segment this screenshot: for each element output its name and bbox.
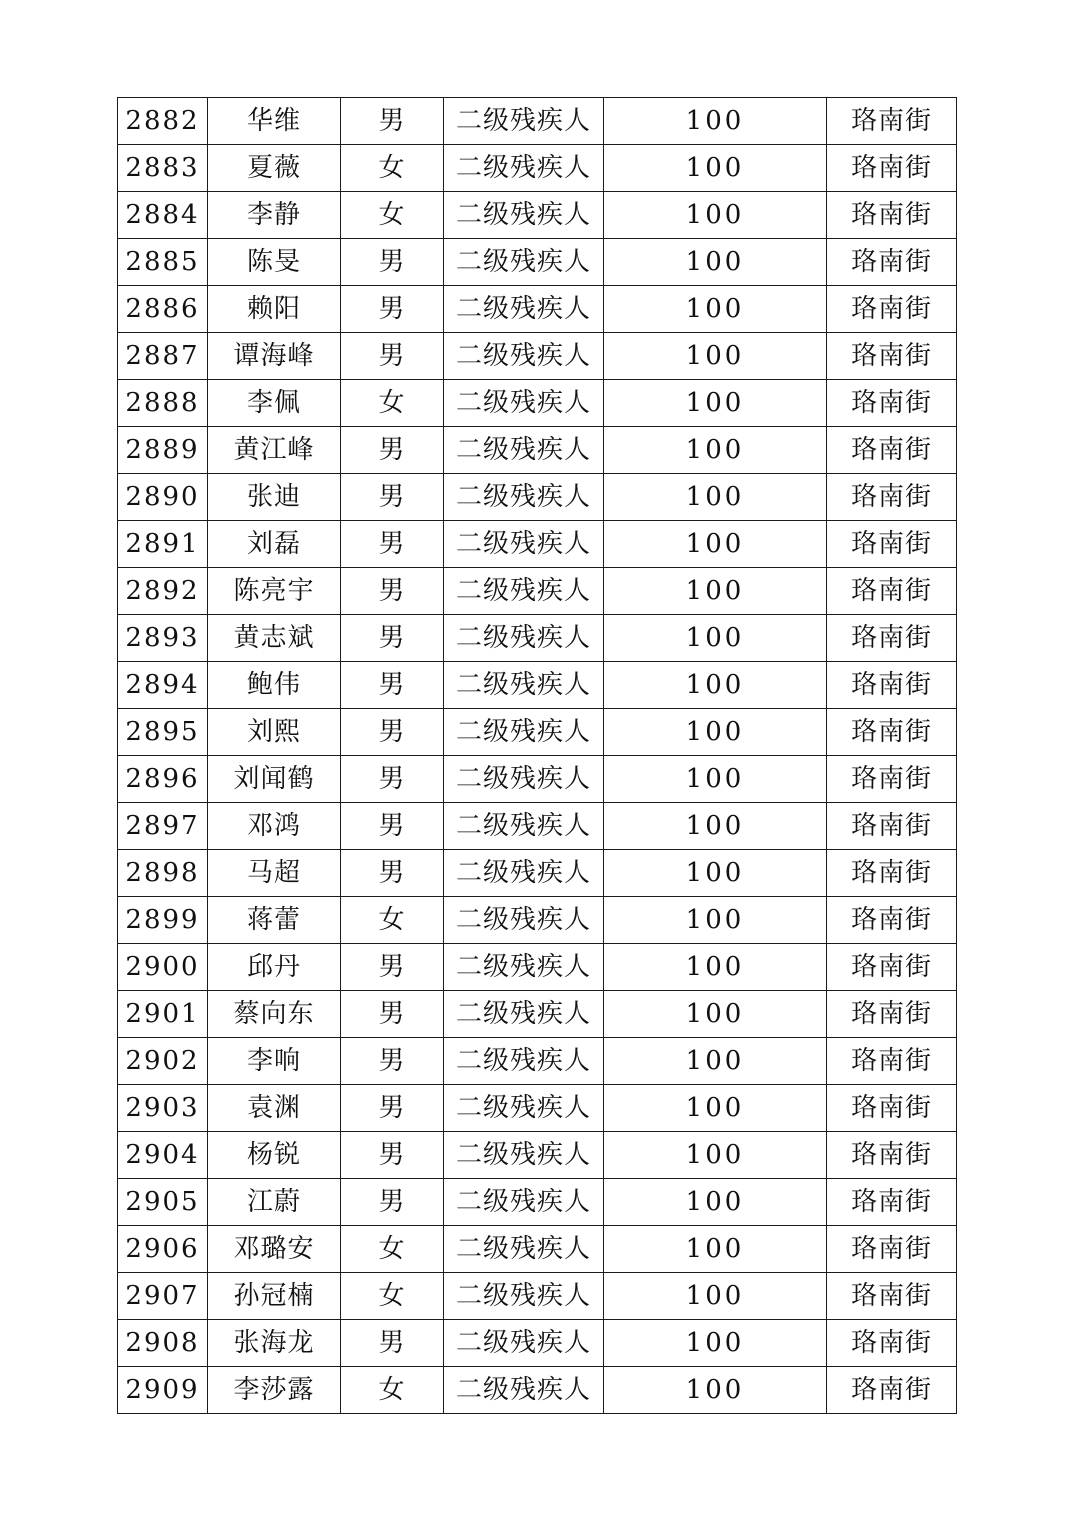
name-cell: 邓鸿: [208, 803, 341, 850]
gender-cell: 男: [341, 944, 444, 991]
gender-cell: 男: [341, 850, 444, 897]
disability-level-cell: 二级残疾人: [444, 145, 604, 192]
street-cell: 珞南街: [827, 1038, 957, 1085]
name-cell: 张迪: [208, 474, 341, 521]
street-cell: 珞南街: [827, 662, 957, 709]
street-cell: 珞南街: [827, 1226, 957, 1273]
row-number-cell: 2899: [118, 897, 208, 944]
name-cell: 李静: [208, 192, 341, 239]
gender-cell: 男: [341, 98, 444, 145]
gender-cell: 女: [341, 1273, 444, 1320]
roster-table: [117, 97, 957, 1414]
disability-level-cell: 二级残疾人: [444, 192, 604, 239]
disability-level-cell: 二级残疾人: [444, 850, 604, 897]
gender-cell: 女: [341, 192, 444, 239]
amount-cell: 100: [604, 568, 827, 615]
name-cell: 张海龙: [208, 1320, 341, 1367]
disability-level-cell: 二级残疾人: [444, 1085, 604, 1132]
name-cell: 李莎露: [208, 1367, 341, 1414]
amount-cell: 100: [604, 803, 827, 850]
name-cell: 杨锐: [208, 1132, 341, 1179]
gender-cell: 男: [341, 1038, 444, 1085]
street-cell: 珞南街: [827, 427, 957, 474]
gender-cell: 男: [341, 474, 444, 521]
name-cell: 鲍伟: [208, 662, 341, 709]
row-number-cell: 2891: [118, 521, 208, 568]
street-cell: 珞南街: [827, 568, 957, 615]
amount-cell: 100: [604, 333, 827, 380]
amount-cell: 100: [604, 145, 827, 192]
amount-cell: 100: [604, 991, 827, 1038]
disability-level-cell: 二级残疾人: [444, 380, 604, 427]
street-cell: 珞南街: [827, 474, 957, 521]
street-cell: 珞南街: [827, 615, 957, 662]
table-row: [118, 756, 957, 803]
row-number-cell: 2902: [118, 1038, 208, 1085]
disability-level-cell: 二级残疾人: [444, 1367, 604, 1414]
street-cell: 珞南街: [827, 286, 957, 333]
disability-level-cell: 二级残疾人: [444, 1038, 604, 1085]
name-cell: 李佩: [208, 380, 341, 427]
amount-cell: 100: [604, 427, 827, 474]
street-cell: 珞南街: [827, 521, 957, 568]
table-row: [118, 1085, 957, 1132]
table-row: [118, 709, 957, 756]
table-row: [118, 145, 957, 192]
table-row: [118, 192, 957, 239]
amount-cell: 100: [604, 1038, 827, 1085]
gender-cell: 男: [341, 1085, 444, 1132]
amount-cell: 100: [604, 1226, 827, 1273]
disability-level-cell: 二级残疾人: [444, 756, 604, 803]
name-cell: 陈亮宇: [208, 568, 341, 615]
name-cell: 蔡向东: [208, 991, 341, 1038]
table-row: [118, 239, 957, 286]
street-cell: 珞南街: [827, 98, 957, 145]
street-cell: 珞南街: [827, 803, 957, 850]
gender-cell: 女: [341, 897, 444, 944]
disability-level-cell: 二级残疾人: [444, 568, 604, 615]
disability-level-cell: 二级残疾人: [444, 1132, 604, 1179]
row-number-cell: 2890: [118, 474, 208, 521]
table-row: [118, 286, 957, 333]
amount-cell: 100: [604, 474, 827, 521]
table-row: [118, 850, 957, 897]
amount-cell: 100: [604, 1367, 827, 1414]
street-cell: 珞南街: [827, 239, 957, 286]
disability-level-cell: 二级残疾人: [444, 709, 604, 756]
gender-cell: 男: [341, 803, 444, 850]
row-number-cell: 2903: [118, 1085, 208, 1132]
gender-cell: 男: [341, 756, 444, 803]
disability-level-cell: 二级残疾人: [444, 803, 604, 850]
row-number-cell: 2908: [118, 1320, 208, 1367]
table-row: [118, 1320, 957, 1367]
gender-cell: 男: [341, 286, 444, 333]
amount-cell: 100: [604, 1320, 827, 1367]
name-cell: 黄江峰: [208, 427, 341, 474]
row-number-cell: 2883: [118, 145, 208, 192]
name-cell: 陈旻: [208, 239, 341, 286]
disability-level-cell: 二级残疾人: [444, 1226, 604, 1273]
disability-level-cell: 二级残疾人: [444, 897, 604, 944]
amount-cell: 100: [604, 756, 827, 803]
row-number-cell: 2886: [118, 286, 208, 333]
amount-cell: 100: [604, 850, 827, 897]
gender-cell: 男: [341, 662, 444, 709]
table-row: [118, 615, 957, 662]
street-cell: 珞南街: [827, 333, 957, 380]
row-number-cell: 2884: [118, 192, 208, 239]
table-row: [118, 1367, 957, 1414]
amount-cell: 100: [604, 1132, 827, 1179]
street-cell: 珞南街: [827, 944, 957, 991]
name-cell: 邓璐安: [208, 1226, 341, 1273]
disability-level-cell: 二级残疾人: [444, 521, 604, 568]
table-row: [118, 380, 957, 427]
disability-level-cell: 二级残疾人: [444, 662, 604, 709]
name-cell: 蒋蕾: [208, 897, 341, 944]
row-number-cell: 2909: [118, 1367, 208, 1414]
gender-cell: 男: [341, 427, 444, 474]
table-row: [118, 333, 957, 380]
street-cell: 珞南街: [827, 1085, 957, 1132]
row-number-cell: 2898: [118, 850, 208, 897]
table-row: [118, 568, 957, 615]
name-cell: 刘熙: [208, 709, 341, 756]
gender-cell: 男: [341, 991, 444, 1038]
table-row: [118, 991, 957, 1038]
gender-cell: 男: [341, 1179, 444, 1226]
gender-cell: 男: [341, 615, 444, 662]
name-cell: 江蔚: [208, 1179, 341, 1226]
street-cell: 珞南街: [827, 1179, 957, 1226]
street-cell: 珞南街: [827, 756, 957, 803]
row-number-cell: 2897: [118, 803, 208, 850]
name-cell: 刘闻鹤: [208, 756, 341, 803]
disability-level-cell: 二级残疾人: [444, 333, 604, 380]
row-number-cell: 2889: [118, 427, 208, 474]
gender-cell: 男: [341, 568, 444, 615]
street-cell: 珞南街: [827, 709, 957, 756]
row-number-cell: 2888: [118, 380, 208, 427]
row-number-cell: 2905: [118, 1179, 208, 1226]
table-row: [118, 474, 957, 521]
street-cell: 珞南街: [827, 1367, 957, 1414]
table-row: [118, 1179, 957, 1226]
table-row: [118, 803, 957, 850]
table-row: [118, 1132, 957, 1179]
row-number-cell: 2893: [118, 615, 208, 662]
street-cell: 珞南街: [827, 380, 957, 427]
amount-cell: 100: [604, 897, 827, 944]
table-row: [118, 98, 957, 145]
gender-cell: 男: [341, 521, 444, 568]
row-number-cell: 2882: [118, 98, 208, 145]
gender-cell: 女: [341, 145, 444, 192]
disability-level-cell: 二级残疾人: [444, 991, 604, 1038]
table-row: [118, 427, 957, 474]
row-number-cell: 2901: [118, 991, 208, 1038]
gender-cell: 女: [341, 380, 444, 427]
gender-cell: 男: [341, 709, 444, 756]
table-row: [118, 1226, 957, 1273]
name-cell: 刘磊: [208, 521, 341, 568]
row-number-cell: 2904: [118, 1132, 208, 1179]
amount-cell: 100: [604, 944, 827, 991]
roster-table-body: [118, 98, 957, 1414]
amount-cell: 100: [604, 98, 827, 145]
name-cell: 孙冠楠: [208, 1273, 341, 1320]
street-cell: 珞南街: [827, 1320, 957, 1367]
disability-level-cell: 二级残疾人: [444, 1179, 604, 1226]
street-cell: 珞南街: [827, 897, 957, 944]
amount-cell: 100: [604, 615, 827, 662]
name-cell: 李响: [208, 1038, 341, 1085]
table-row: [118, 897, 957, 944]
street-cell: 珞南街: [827, 1273, 957, 1320]
amount-cell: 100: [604, 286, 827, 333]
amount-cell: 100: [604, 1273, 827, 1320]
gender-cell: 男: [341, 1132, 444, 1179]
disability-level-cell: 二级残疾人: [444, 427, 604, 474]
name-cell: 夏薇: [208, 145, 341, 192]
row-number-cell: 2885: [118, 239, 208, 286]
row-number-cell: 2887: [118, 333, 208, 380]
gender-cell: 女: [341, 1226, 444, 1273]
amount-cell: 100: [604, 192, 827, 239]
disability-level-cell: 二级残疾人: [444, 615, 604, 662]
row-number-cell: 2906: [118, 1226, 208, 1273]
street-cell: 珞南街: [827, 1132, 957, 1179]
street-cell: 珞南街: [827, 145, 957, 192]
row-number-cell: 2895: [118, 709, 208, 756]
amount-cell: 100: [604, 1179, 827, 1226]
street-cell: 珞南街: [827, 850, 957, 897]
gender-cell: 男: [341, 1320, 444, 1367]
gender-cell: 女: [341, 1367, 444, 1414]
gender-cell: 男: [341, 239, 444, 286]
amount-cell: 100: [604, 239, 827, 286]
gender-cell: 男: [341, 333, 444, 380]
amount-cell: 100: [604, 709, 827, 756]
street-cell: 珞南街: [827, 991, 957, 1038]
name-cell: 邱丹: [208, 944, 341, 991]
name-cell: 华维: [208, 98, 341, 145]
name-cell: 谭海峰: [208, 333, 341, 380]
name-cell: 赖阳: [208, 286, 341, 333]
row-number-cell: 2900: [118, 944, 208, 991]
disability-level-cell: 二级残疾人: [444, 286, 604, 333]
street-cell: 珞南街: [827, 192, 957, 239]
table-row: [118, 944, 957, 991]
row-number-cell: 2907: [118, 1273, 208, 1320]
disability-level-cell: 二级残疾人: [444, 239, 604, 286]
disability-level-cell: 二级残疾人: [444, 474, 604, 521]
disability-level-cell: 二级残疾人: [444, 98, 604, 145]
row-number-cell: 2896: [118, 756, 208, 803]
disability-level-cell: 二级残疾人: [444, 1320, 604, 1367]
amount-cell: 100: [604, 662, 827, 709]
name-cell: 马超: [208, 850, 341, 897]
table-row: [118, 1273, 957, 1320]
row-number-cell: 2892: [118, 568, 208, 615]
amount-cell: 100: [604, 521, 827, 568]
disability-level-cell: 二级残疾人: [444, 1273, 604, 1320]
table-row: [118, 521, 957, 568]
amount-cell: 100: [604, 380, 827, 427]
row-number-cell: 2894: [118, 662, 208, 709]
table-row: [118, 1038, 957, 1085]
disability-level-cell: 二级残疾人: [444, 944, 604, 991]
amount-cell: 100: [604, 1085, 827, 1132]
name-cell: 黄志斌: [208, 615, 341, 662]
table-row: [118, 662, 957, 709]
name-cell: 袁渊: [208, 1085, 341, 1132]
